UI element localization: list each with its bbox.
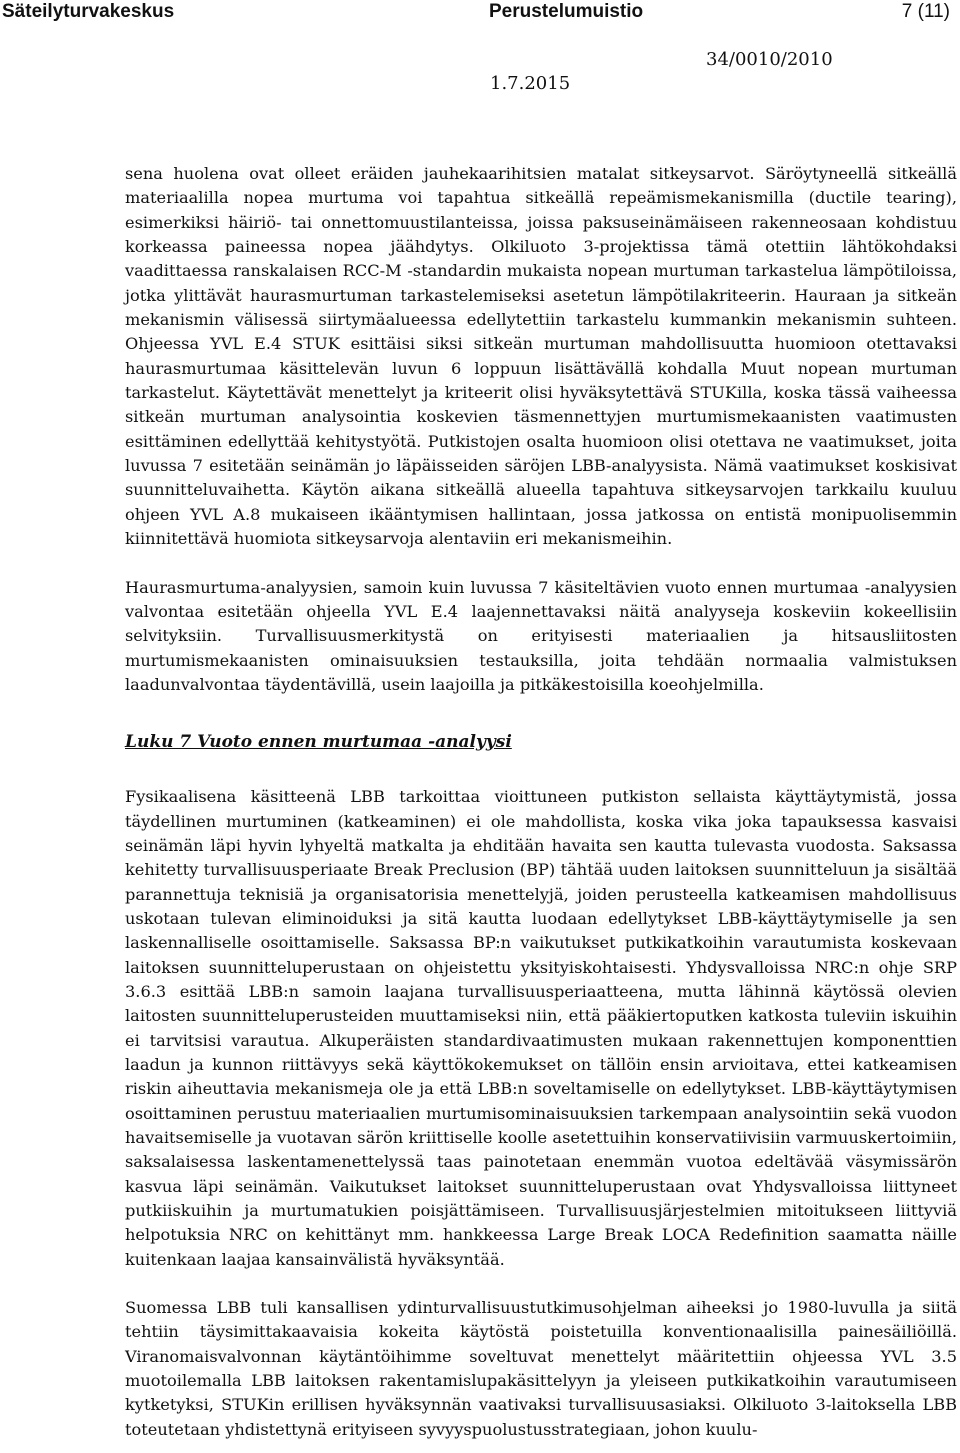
section-heading: Luku 7 Vuoto ennen murtumaa -analyysi bbox=[125, 732, 512, 753]
page-header bbox=[0, 0, 960, 100]
paragraph-3: Fysikaalisena käsitteenä LBB tarkoittaa vioittuneen putkiston sellaista käyttäytymistä, jossa täydellinen murtuminen (katkeaminen) ei ole mahdollista, koska vika joka tapauksessa kasvaisi seinämän läpi hyvin lyhyeltä matkalta ja ehditään havaita sen kautta tulevasta vuodosta. Saksassa kehitetty turvallisuusperiaate Break Preclusion (BP) tähtää uuden laitoksen suunnitteluun ja sisältää parannettuja teknisiä ja organisatorisia menettelyjä, joiden perusteella katkeamisen mahdollisuus uskotaan tulevan eliminoiduksi ja sitä kautta luodaan edellytykset LBB-käyttäytymiselle ja sen laskennalliselle osoittamiselle. Saksassa BP:n vaikutukset putkikatkoihin varautumista koskevaan laitoksen suunnitteluperustaan on ohjeistettu yksityiskohtaisesti. Yhdysvalloissa NRC:n ohje SRP 3.6.3 esittää LBB:n samoin laajana turvallisuusperiaatteena, mutta lähinnä käytössä olevien laitosten suunnitteluperusteiden muuttamiseksi niin, että pääkiertoputken katkosta tuleviin iskuihin ei tarvitsisi varautua. Alkuperäisten standardivaatimusten mukaan rakennettujen komponenttien laadun ja kunnon riittävyys sekä käyttökokemukset on tällöin ensin arvioitava, ettei katkeamisen riskin aiheuttavia mekanismeja ole ja että LBB:n soveltamiselle on edellytykset. LBB-käyttäytymisen osoittaminen perustuu materiaalien murtumisominaisuuksien tarkempaan analysointiin sekä vuodon havaitsemiselle ja vuotavan särön kriittiselle koolle asetettuihin konservatiivisiin varmuuskertoimiin, saksalaisessa laskentamenettelyssä taas painotetaan enemmän vuotoa edeltävää väsymissärön kasvua läpi seinämän. Vaikutukset laitokset suunnitteluperustaan ovat Yhdysvalloissa liittyneet putkiiskuihin ja murtumatukien poisjättämiseen. Turvallisuusjärjestelmien mitoitukseen liittyviä helpotuksia NRC on kehittänyt mm. hankkeessa Large Break LOCA Redefinition saamatta näille kuitenkaan laajaa kansainvälistä hyväksyntää. bbox=[125, 787, 957, 1269]
page-number: 7 (11) bbox=[901, 1, 950, 22]
paragraph-2: Haurasmurtuma-analyysien, samoin kuin luvussa 7 käsiteltävien vuoto ennen murtumaa -analyysien valvontaa esitetään ohjeella YVL E.4 laajennettavaksi näitä analyyseja koskeviin kokeellisiin selvityksiin. Turvallisuusmerkitystä on erityisesti materiaalien ja hitsausliitosten murtumismekaanisten ominaisuuksien testauksilla, joita tehdään normaalia valmistuksen laadunvalvontaa täydentävillä, usein laajoilla ja pitkäkestoisilla koeohjelmilla. bbox=[125, 577, 957, 694]
paragraph-4: Suomessa LBB tuli kansallisen ydinturvallisuustutkimusohjelman aiheeksi jo 1980-luvulla ja siitä tehtiin täysimittakaavaisia kokeita käytöstä poistetuilla konventionaalisilla painesäiliöillä. Viranomaisvalvonnan käytäntöihimme soveltuvat menettelyt määritettiin ohjeessa YVL 3.5 muotoilemalla LBB laitoksen rakentamislupakäsittelyyn ja yleiseen putkikatkoihin varautumiseen kytketyksi, STUKin erillisen hyväksynnän vaativaksi turvallisuusasiaksi. Olkiluoto 3-laitoksella LBB toteutetaan yhdistettynä erityiseen syvyyspuolustusstrategiaan, johon kuulu- bbox=[125, 1298, 957, 1439]
document-date: 1.7.2015 bbox=[490, 73, 571, 94]
document-body bbox=[125, 162, 957, 1442]
organization-name: Säteilyturvakeskus bbox=[2, 1, 175, 22]
document-type: Perustelumuistio bbox=[489, 1, 644, 22]
document-number: 34/0010/2010 bbox=[706, 49, 833, 70]
paragraph-1: sena huolena ovat olleet eräiden jauhekaarihitsien matalat sitkeysarvot. Säröytyneellä sitkeällä materiaalilla nopea murtuma voi tapahtua sitkeällä repeämismekanismilla (ductile tearing), esimerkiksi häiriö- tai onnettomuustilanteissa, joissa paksuseinämäiseen rakenneosaan kohdistuu korkeassa paineessa nopea jäähdytys. Olkiluoto 3-projektissa tämä otettiin lähtökohdaksi vaadittaessa ranskalaisen RCC-M -standardin mukaista nopean murtuman tarkastelua lämpötiloissa, jotka ylittävät haurasmurtuman tarkastelemiseksi asetetun lämpötilakriteerin. Hauraan ja sitkeän mekanismin välisessä siirtymäalueessa edellytettiin tarkastelu kummankin mekanismin suhteen. Ohjeessa YVL E.4 STUK esittäisi siksi sitkeän murtuman mahdollisuutta huomioon otettavaksi haurasmurtumaa käsittelevän luvun 6 loppuun lisättävällä kohdalla Muut nopean murtuman tarkastelut. Käytettävät menettelyt ja kriteerit olisi hyväksytettävä STUKilla, koska tässä vaiheessa sitkeän murtuman analysointia koskevien täsmennettyjen murtumismekaanisten vaatimusten esittäminen edellyttää kehitystyötä. Putkistojen osalta huomioon olisi otettava ne vaatimukset, joita luvussa 7 esitetään seinämän jo läpäisseiden säröjen LBB-analyysista. Nämä vaatimukset koskisivat suunnitteluvaihetta. Käytön aikana sitkeällä alueella tapahtuva sitkeysarvojen tarkkailu kuuluu ohjeen YVL A.8 mukaiseen ikääntymisen hallintaan, jossa jatkossa on entistä monipuolisemmin kiinnitettävä huomiota sitkeysarvoja alentaviin eri mekanismeihin. bbox=[125, 164, 957, 549]
